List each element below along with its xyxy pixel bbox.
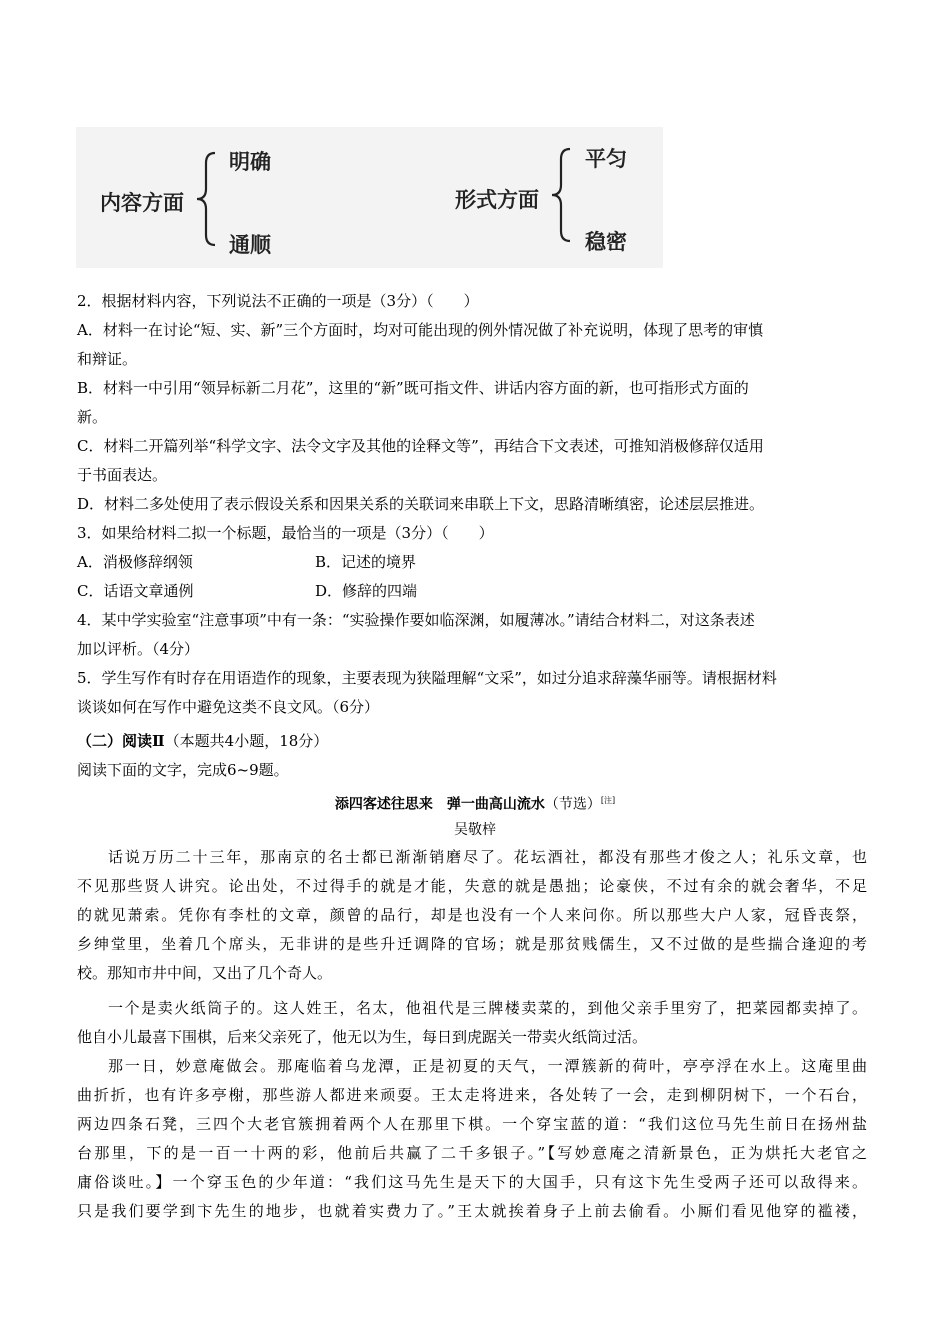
section-heading bbox=[77, 727, 328, 756]
article-line: 不见那些贤人讲究。论出处，不过得手的就是才能，失意的就是愚拙；论豪侠，不过有余的就会奢华，不足 bbox=[77, 877, 867, 895]
article-author: 吴敬梓 bbox=[454, 822, 496, 838]
diagram-right-top: 平匀 bbox=[585, 147, 627, 171]
structure-diagram bbox=[76, 127, 663, 268]
q3-option-b: B．记述的境界 bbox=[315, 553, 417, 571]
article-line: 台那里，下的是一百一十两的彩，他前后共赢了二千多银子。”【写妙意庵之清新景色，正为烘托大老官之 bbox=[77, 1144, 867, 1162]
q5-line2: 谈谈如何在写作中避免这类不良文风。（6分） bbox=[77, 698, 380, 716]
article-line: 只是我们要学到卞先生的地步，也就着实费力了。”王太就挨着身子上前去偷看。小厮们看见他穿的褴褛， bbox=[77, 1202, 867, 1220]
diagram-left-label: 内容方面 bbox=[100, 191, 184, 215]
left-brace-icon bbox=[195, 151, 217, 247]
q3-option-a: A．消极修辞纲领 bbox=[77, 553, 193, 571]
q2-option-b-line2: 新。 bbox=[77, 408, 108, 426]
q2-option-a-line1: A．材料一在讨论“短、实、新”三个方面时，均对可能出现的例外情况做了补充说明，体现了思考的审慎 bbox=[77, 321, 764, 339]
article-line: 两边四条石凳，三四个大老官簇拥着两个人在那里下棋。一个穿宝蓝的道：“我们这位马先生前日在扬州盐 bbox=[77, 1115, 867, 1133]
q4-line1: 4．某中学实验室“注意事项”中有一条：“实验操作要如临深渊，如履薄冰。”请结合材料二，对这条表述 bbox=[77, 611, 755, 629]
article-note-mark: [注] bbox=[600, 796, 616, 805]
article-title bbox=[0, 789, 950, 817]
section-instruction: 阅读下面的文字，完成6~9题。 bbox=[77, 761, 289, 779]
article-title-text: 添四客述往思来 弹一曲高山流水 bbox=[334, 796, 545, 813]
article-line: 他自小儿最喜下围棋，后来父亲死了，他无以为生，每日到虎踞关一带卖火纸筒过活。 bbox=[77, 1028, 648, 1046]
diagram-left-top: 明确 bbox=[229, 150, 271, 174]
diagram-left-bottom: 通顺 bbox=[229, 233, 271, 257]
q2-option-a-line2: 和辩证。 bbox=[77, 350, 138, 368]
q2-option-c-line1: C．材料二开篇列举“科学文字、法令文字及其他的诠释文等”，再结合下文表述，可推知消极修辞仅适用 bbox=[77, 437, 764, 455]
q3-option-c: C．话语文章通例 bbox=[77, 582, 194, 600]
q4-line2: 加以评析。（4分） bbox=[77, 640, 200, 658]
article-line: 那一日，妙意庵做会。那庵临着乌龙潭，正是初夏的天气，一潭簇新的荷叶，亭亭浮在水上。这庵里曲 bbox=[108, 1057, 867, 1075]
q3-stem: 3．如果给材料二拟一个标题，最恰当的一项是（3分）（ ） bbox=[77, 524, 494, 542]
diagram-right-label: 形式方面 bbox=[455, 188, 539, 212]
diagram-right-bottom: 稳密 bbox=[585, 230, 627, 254]
article-line: 话说万历二十三年，那南京的名士都已渐渐销磨尽了。花坛酒社，都没有那些才俊之人；礼乐文章，也 bbox=[108, 848, 867, 866]
q2-stem: 2．根据材料内容，下列说法不正确的一项是（3分）（ ） bbox=[77, 292, 479, 310]
q2-option-b-line1: B．材料一中引用“领异标新二月花”，这里的“新”既可指文件、讲话内容方面的新，也可指形式方面的 bbox=[77, 379, 749, 397]
article-title-suffix: （节选） bbox=[544, 796, 601, 813]
right-brace-icon bbox=[550, 147, 572, 243]
article-line: 校。那知市井中间，又出了几个奇人。 bbox=[77, 964, 333, 982]
article-line: 一个是卖火纸筒子的。这人姓王，名太，他祖代是三牌楼卖菜的，到他父亲手里穷了，把菜园都卖掉了。 bbox=[108, 999, 867, 1017]
article-line: 曲折折，也有许多亭榭，那些游人都进来顽耍。王太走将进来，各处转了一会，走到柳阴树下，一个石台， bbox=[77, 1086, 867, 1104]
q2-option-c-line2: 于书面表达。 bbox=[77, 466, 168, 484]
article-line: 的就见萧索。凭你有李杜的文章，颜曾的品行，却是也没有一个人来问你。所以那些大户人家，冠昏丧祭， bbox=[77, 906, 867, 924]
q3-option-d: D．修辞的四端 bbox=[315, 582, 418, 600]
section-heading-rest: （本题共4小题，18分） bbox=[164, 732, 329, 750]
article-line: 庸俗谈吐。】一个穿玉色的少年道：“我们这马先生是天下的大国手，只有这卞先生受两子还可以敌得来。 bbox=[77, 1173, 867, 1191]
article-line: 乡绅堂里，坐着几个席头，无非讲的是些升迁调降的官场；就是那贫贱儒生，又不过做的是些揣合逢迎的考 bbox=[77, 935, 867, 953]
q5-line1: 5．学生写作有时存在用语造作的现象，主要表现为狭隘理解“文采”，如过分追求辞藻华丽等。请根据材料 bbox=[77, 669, 777, 687]
q2-option-d: D．材料二多处使用了表示假设关系和因果关系的关联词来串联上下文，思路清晰缜密，论述层层推进。 bbox=[77, 495, 765, 513]
section-heading-bold: （二）阅读Ⅱ bbox=[77, 732, 165, 750]
